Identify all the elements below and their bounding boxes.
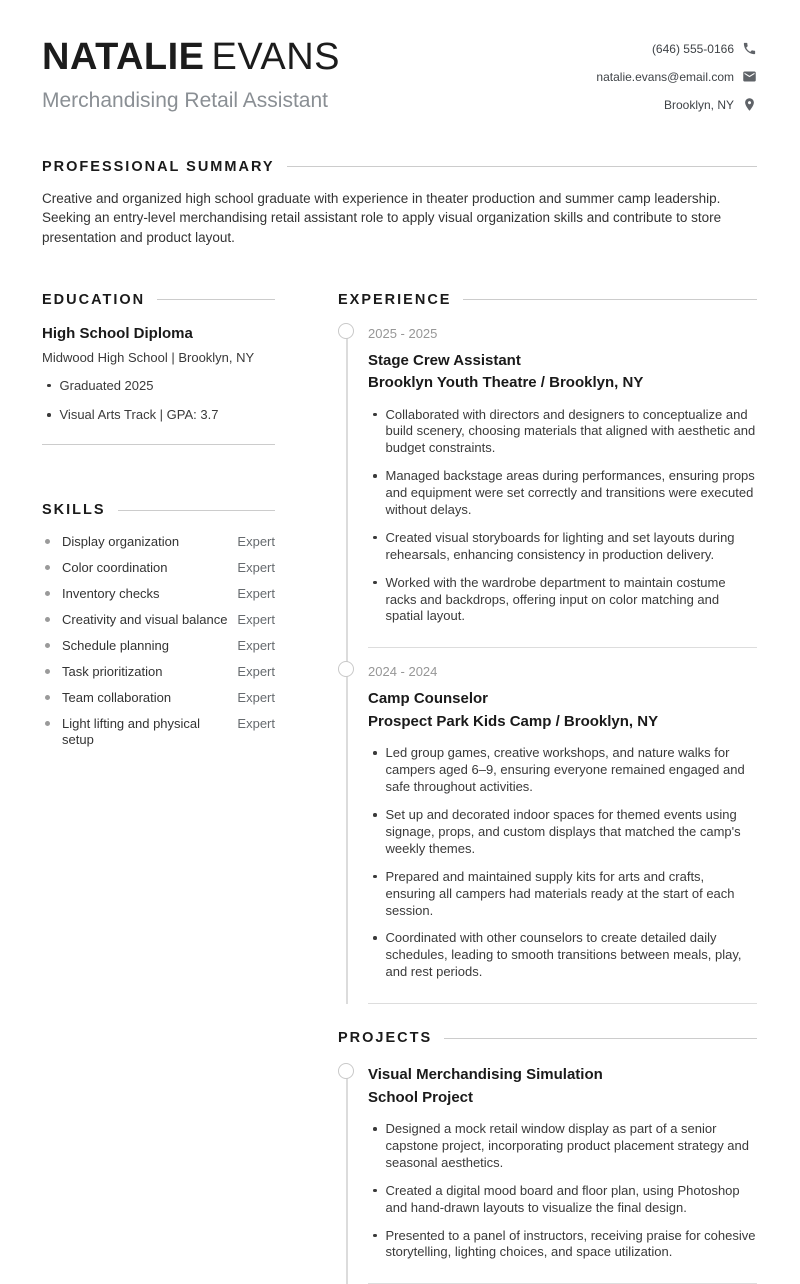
- project-bullet-text: Designed a mock retail window display as part of a senior capstone project, incorporating product placement strategy and seasonal aesthetics.: [385, 1121, 749, 1170]
- bullet-dot: [47, 384, 51, 388]
- bullet-dot: [45, 669, 50, 674]
- experience-org: Prospect Park Kids Camp / Brooklyn, NY: [368, 712, 659, 730]
- skill-level: Expert: [237, 715, 275, 731]
- skill-name: Color coordination: [62, 560, 168, 576]
- bullet-dot: [45, 721, 50, 726]
- education-heading-text: EDUCATION: [42, 291, 146, 308]
- identity-block: [42, 38, 340, 113]
- resume-header: [42, 38, 757, 113]
- skill-level: Expert: [237, 637, 275, 653]
- list-item: [368, 575, 757, 626]
- bullet-dot: [45, 643, 50, 648]
- bullet-dot: [373, 1189, 377, 1193]
- bullet-dot: [45, 565, 50, 570]
- skill-name: Light lifting and physical setup: [62, 715, 201, 748]
- experience-bullet-text: Collaborated with directors and designers to conceptualize and build scenery, choosing materials that aligned with aesthetic and budget constraints.: [385, 406, 756, 456]
- summary-heading-text: PROFESSIONAL SUMMARY: [42, 158, 275, 175]
- bullet-dot: [45, 591, 50, 596]
- skill-level: Expert: [237, 612, 275, 628]
- list-item: [368, 1183, 757, 1217]
- skill-name: Creativity and visual balance: [62, 612, 228, 628]
- skills-heading: [42, 502, 275, 518]
- education-bullets: [42, 378, 275, 425]
- list-item: [42, 378, 275, 395]
- person-name: [42, 38, 340, 78]
- experience-bullet-text: Worked with the wardrobe department to maintain costume racks and backdrops, offering input on color matching and spatial layout.: [385, 574, 726, 624]
- experience-bullet-text: Managed backstage areas during performances, ensuring props and equipment were set correctly and transitions were executed without delays.: [385, 468, 755, 518]
- skill-level: Expert: [237, 663, 275, 679]
- skill-item: [42, 612, 275, 629]
- experience-bullets: [368, 407, 757, 626]
- experience-entry: [338, 648, 757, 1003]
- skill-item: [42, 638, 275, 655]
- list-item: [368, 869, 757, 920]
- skill-level: Expert: [237, 586, 275, 602]
- list-item: [368, 1121, 757, 1172]
- list-item: [368, 930, 757, 981]
- project-name: Visual Merchandising Simulation: [368, 1066, 603, 1084]
- bullet-dot: [373, 875, 377, 879]
- experience-role: Stage Crew Assistant: [368, 351, 521, 369]
- experience-bullet-text: Created visual storyboards for lighting and set layouts during rehearsals, enhancing consistency in production delivery.: [385, 529, 735, 562]
- heading-rule: [118, 510, 275, 511]
- experience-bullet-text: Set up and decorated indoor spaces for themed events using signage, props, and custom displays that matched the camp's weekly themes.: [385, 807, 741, 856]
- project-org: School Project: [368, 1088, 474, 1106]
- bullet-dot: [373, 413, 377, 417]
- timeline-marker: [338, 323, 354, 339]
- list-item: [368, 807, 757, 858]
- skill-name: Task prioritization: [62, 663, 163, 679]
- experience-entry: [338, 310, 757, 648]
- contact-location: [664, 97, 757, 112]
- experience-bullet-text: Coordinated with other counselors to create detailed daily schedules, leading to smooth transitions between meals, play, and rest periods.: [385, 930, 742, 980]
- location-text: Brooklyn, NY: [663, 97, 734, 112]
- bullet-dot: [373, 536, 377, 540]
- list-item: [42, 407, 275, 424]
- email-address: natalie.evans@email.com: [596, 69, 734, 84]
- envelope-icon: [742, 69, 757, 84]
- summary-heading: [42, 159, 757, 175]
- skills-heading-text: SKILLS: [42, 502, 106, 519]
- skill-item: [42, 690, 275, 707]
- section-professional-summary: [42, 159, 757, 248]
- first-name: NATALIE: [42, 36, 205, 78]
- contact-email: [596, 69, 757, 84]
- skill-name: Schedule planning: [62, 637, 169, 653]
- experience-heading: [338, 292, 757, 308]
- list-item: [368, 468, 757, 519]
- skill-item: [42, 534, 275, 551]
- job-title: Merchandising Retail Assistant: [42, 88, 328, 112]
- education-degree: High School Diploma: [42, 324, 193, 342]
- project-entry: [338, 1048, 757, 1283]
- section-experience: [338, 292, 757, 1004]
- last-name: EVANS: [211, 36, 341, 78]
- section-divider: [42, 444, 275, 445]
- skill-level: Expert: [237, 534, 275, 550]
- left-column: [42, 292, 275, 759]
- list-item: [368, 407, 757, 458]
- list-item: [368, 530, 757, 564]
- list-item: [368, 1228, 757, 1262]
- contact-block: [596, 38, 757, 112]
- list-item: [368, 745, 757, 796]
- project-bullet-text: Created a digital mood board and floor plan, using Photoshop and hand-drawn layouts to visualize the final design.: [385, 1182, 740, 1215]
- project-bullet-text: Presented to a panel of instructors, receiving praise for cohesive storytelling, lighting choices, and space utilization.: [385, 1227, 756, 1260]
- skills-list: [42, 534, 275, 749]
- bullet-dot: [373, 936, 377, 940]
- right-column: [338, 292, 757, 1284]
- heading-rule: [444, 1038, 757, 1039]
- experience-heading-text: EXPERIENCE: [338, 291, 452, 308]
- skill-name: Team collaboration: [62, 689, 172, 705]
- projects-heading: [338, 1030, 757, 1046]
- experience-role: Camp Counselor: [368, 690, 489, 708]
- skill-item: [42, 586, 275, 603]
- bullet-dot: [373, 751, 377, 755]
- bullet-dot: [45, 695, 50, 700]
- bullet-dot: [373, 813, 377, 817]
- education-bullet-text: Graduated 2025: [59, 377, 154, 393]
- skill-level: Expert: [237, 689, 275, 705]
- skill-name: Inventory checks: [62, 586, 160, 602]
- skill-item: [42, 560, 275, 577]
- phone-icon: [742, 41, 757, 56]
- experience-bullet-text: Prepared and maintained supply kits for arts and crafts, ensuring all campers had materials ready at the start of each session.: [385, 868, 735, 918]
- bullet-dot: [373, 581, 377, 585]
- projects-heading-text: PROJECTS: [338, 1030, 433, 1047]
- summary-text: Creative and organized high school graduate with experience in theater production and summer camp leadership. Seeking an entry-level merchandising retail assistant role to apply visual organization skills and contribute to store presentation and product layout.: [42, 190, 722, 246]
- heading-rule: [157, 299, 275, 300]
- experience-timeline: [338, 310, 757, 1004]
- bullet-dot: [47, 413, 51, 417]
- phone-number: (646) 555-0166: [651, 41, 734, 56]
- experience-dates: 2025 - 2025: [368, 325, 438, 341]
- heading-rule: [463, 299, 757, 300]
- bullet-dot: [373, 1127, 377, 1131]
- bullet-dot: [45, 617, 50, 622]
- heading-rule: [287, 166, 757, 167]
- bullet-dot: [373, 474, 377, 478]
- project-bullets: [368, 1121, 757, 1261]
- skill-item: [42, 716, 275, 750]
- section-skills: [42, 502, 275, 749]
- experience-dates: 2024 - 2024: [368, 664, 438, 680]
- skill-level: Expert: [237, 560, 275, 576]
- education-school: Midwood High School | Brooklyn, NY: [42, 349, 255, 365]
- location-pin-icon: [742, 97, 757, 112]
- projects-timeline: [338, 1048, 757, 1284]
- section-education: [42, 292, 275, 446]
- experience-bullets: [368, 745, 757, 981]
- skill-item: [42, 664, 275, 681]
- bullet-dot: [45, 539, 50, 544]
- experience-org: Brooklyn Youth Theatre / Brooklyn, NY: [368, 374, 644, 392]
- timeline-marker: [338, 661, 354, 677]
- section-projects: [338, 1030, 757, 1284]
- bullet-dot: [373, 1234, 377, 1238]
- experience-bullet-text: Led group games, creative workshops, and nature walks for campers aged 6–9, ensuring everyone remained engaged and safe throughout activities.: [385, 745, 745, 795]
- education-bullet-text: Visual Arts Track | GPA: 3.7: [59, 407, 219, 423]
- skill-name: Display organization: [62, 534, 180, 550]
- education-heading: [42, 292, 275, 308]
- section-end-divider: [368, 1003, 757, 1004]
- contact-phone: [652, 41, 757, 56]
- two-column-layout: [42, 292, 757, 1284]
- timeline-marker: [338, 1063, 354, 1079]
